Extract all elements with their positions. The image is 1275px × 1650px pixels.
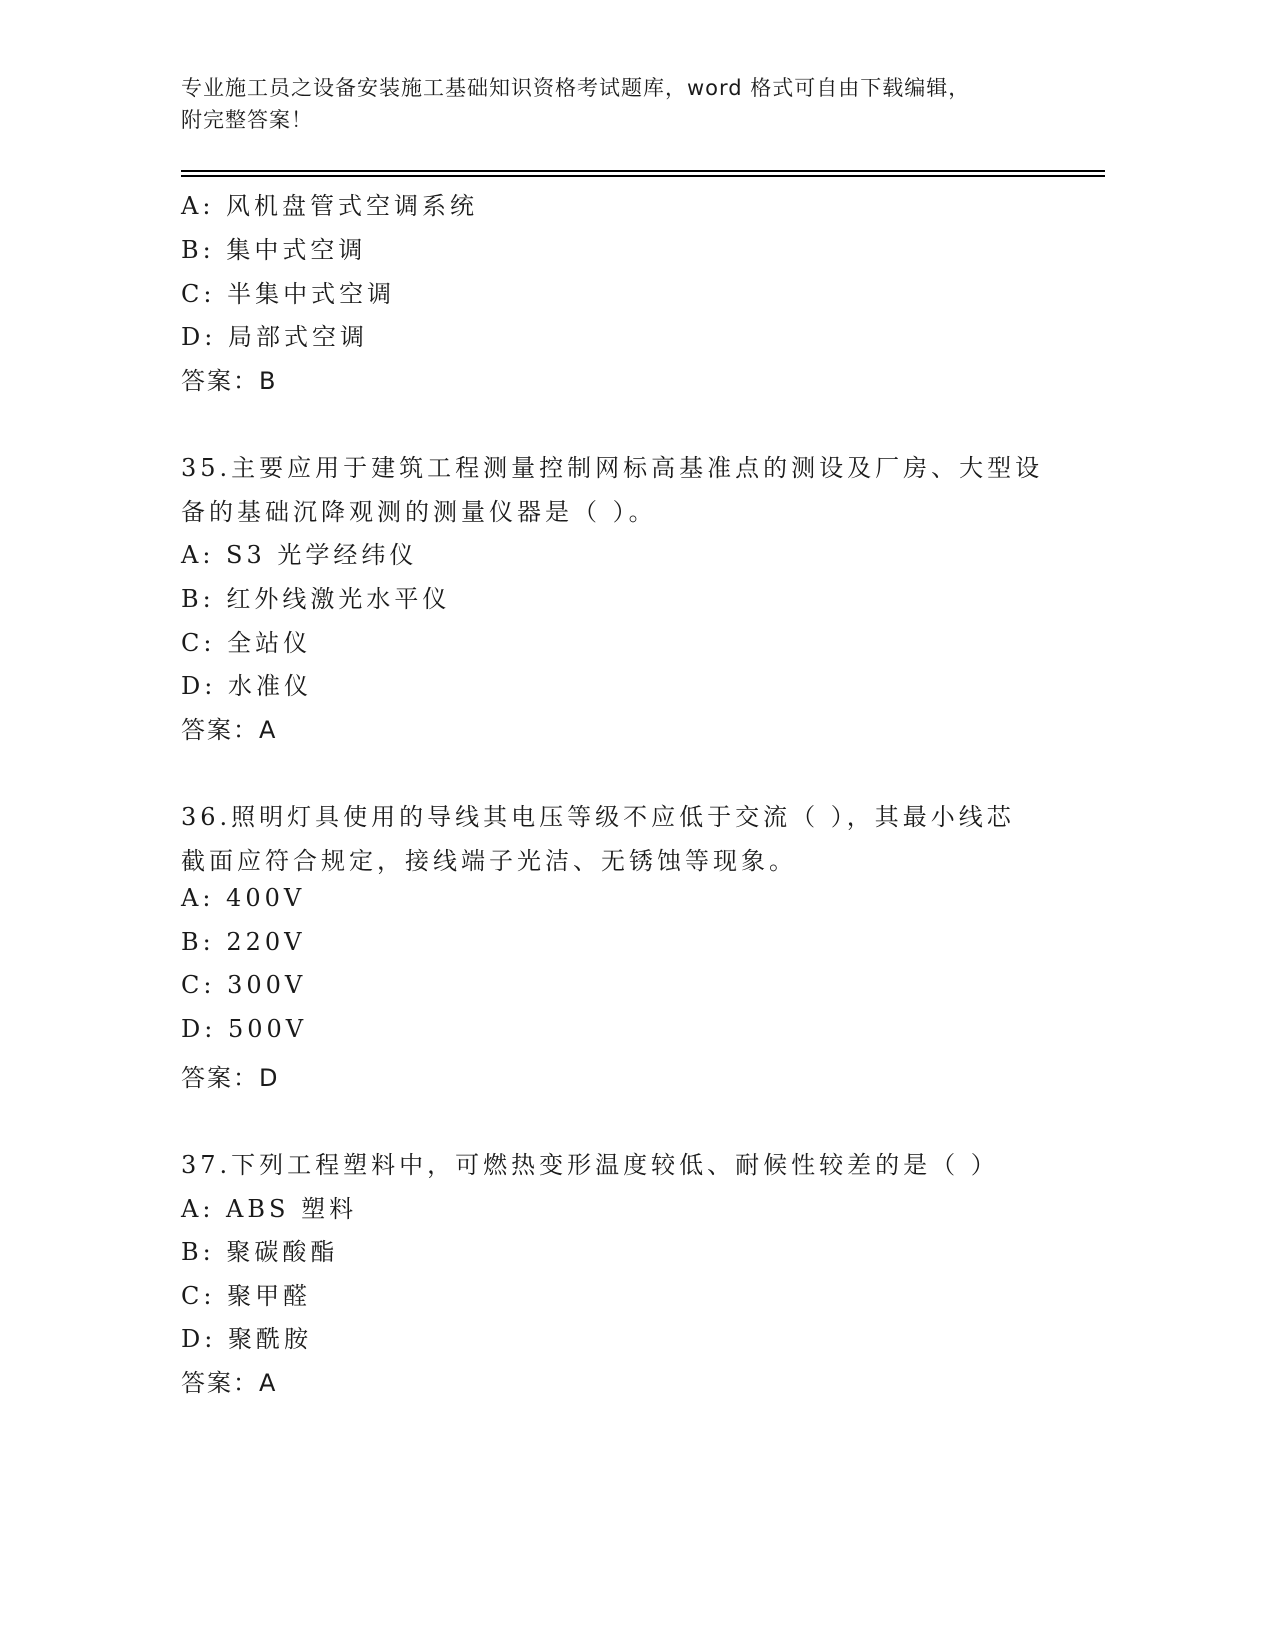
q36-stem-line-1: 36.照明灯具使用的导线其电压等级不应低于交流（ ），其最小线芯 [181,803,1015,831]
prev-option-d: D: 局部式空调 [181,323,368,351]
q37-stem-line-1: 37.下列工程塑料中，可燃热变形温度较低、耐候性较差的是（ ） [181,1151,999,1179]
q35-stem-line-2: 备的基础沉降观测的测量仪器是（ ）。 [181,498,657,526]
q36-option-a: A: 400V [181,884,306,912]
q35-answer: 答案：A [181,716,278,744]
q37-answer: 答案：A [181,1369,278,1397]
header-rule-bottom [181,175,1105,177]
q35-option-a: A: S3 光学经纬仪 [181,541,418,569]
q35-option-d: D: 水准仪 [181,672,312,700]
q36-option-c: C: 300V [181,971,307,999]
q35-option-c: C: 全站仪 [181,629,312,657]
document-header [181,72,1081,136]
q37-option-a: A: ABS 塑料 [181,1195,358,1223]
header-line-1: 专业施工员之设备安装施工基础知识资格考试题库，word 格式可自由下载编辑， [181,76,971,100]
prev-option-c: C: 半集中式空调 [181,280,396,308]
q37-option-d: D: 聚酰胺 [181,1325,312,1353]
q37-option-b: B: 聚碳酸酯 [181,1238,339,1266]
q36-stem-line-2: 截面应符合规定，接线端子光洁、无锈蚀等现象。 [181,847,797,875]
q36-option-d: D: 500V [181,1015,308,1043]
q35-option-b: B: 红外线激光水平仪 [181,585,451,613]
q36-option-b: B: 220V [181,928,306,956]
header-rule-top [181,170,1105,172]
q35-stem-line-1: 35.主要应用于建筑工程测量控制网标高基准点的测设及厂房、大型设 [181,454,1044,482]
prev-option-a: A: 风机盘管式空调系统 [181,192,479,220]
q36-answer: 答案：D [181,1064,280,1092]
prev-answer: 答案：B [181,367,278,395]
q37-option-c: C: 聚甲醛 [181,1282,312,1310]
prev-option-b: B: 集中式空调 [181,236,367,264]
header-line-2: 附完整答案！ [181,108,313,132]
